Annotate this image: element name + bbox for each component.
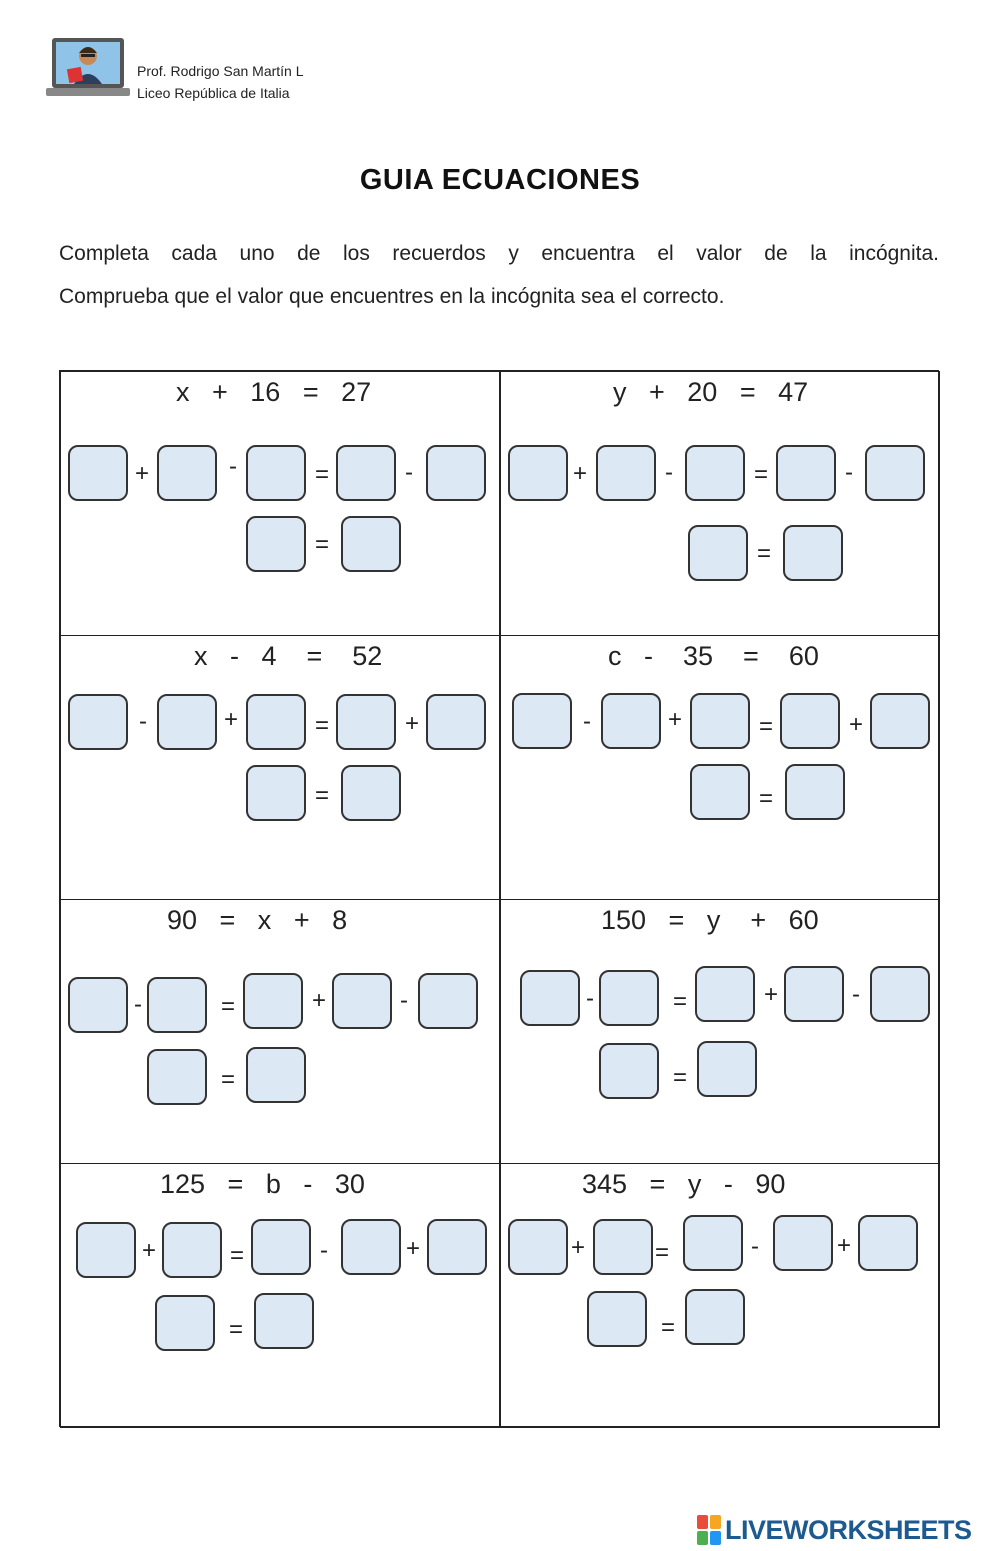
answer-box[interactable]	[246, 445, 306, 501]
exercise-grid	[59, 370, 939, 1427]
answer-box[interactable]	[426, 694, 486, 750]
plus-sign: +	[668, 706, 683, 733]
minus-sign: -	[139, 708, 147, 735]
plus-sign: +	[571, 1234, 586, 1261]
minus-sign: -	[751, 1233, 759, 1260]
exercise-cell-5	[60, 899, 500, 1164]
answer-box[interactable]	[341, 765, 401, 821]
answer-box[interactable]	[683, 1215, 743, 1271]
equals-sign: =	[655, 1239, 670, 1266]
instruction-line-2: Comprueba que el valor que encuentres en la incógnita sea el correcto.	[59, 285, 725, 308]
answer-box[interactable]	[341, 1219, 401, 1275]
logo-tile	[710, 1531, 721, 1545]
answer-box[interactable]	[870, 693, 930, 749]
teacher-avatar-logo	[46, 32, 130, 108]
answer-box[interactable]	[685, 445, 745, 501]
answer-box[interactable]	[246, 1047, 306, 1103]
equals-sign: =	[315, 782, 330, 809]
equation-8: 345 = y - 90	[582, 1169, 786, 1199]
answer-box[interactable]	[865, 445, 925, 501]
minus-sign: -	[320, 1237, 328, 1264]
answer-box[interactable]	[773, 1215, 833, 1271]
school-name: Liceo República de Italia	[137, 85, 290, 101]
answer-box[interactable]	[157, 445, 217, 501]
instructions	[59, 232, 939, 318]
answer-box[interactable]	[599, 970, 659, 1026]
minus-sign: -	[405, 459, 413, 486]
answer-box[interactable]	[246, 516, 306, 572]
answer-box[interactable]	[601, 693, 661, 749]
equals-sign: =	[757, 540, 772, 567]
logo-tile	[697, 1531, 708, 1545]
minus-sign: -	[665, 459, 673, 486]
answer-box[interactable]	[858, 1215, 918, 1271]
author-name: Prof. Rodrigo San Martín L	[137, 63, 304, 79]
plus-sign: +	[135, 460, 150, 487]
exercise-cell-6	[500, 899, 940, 1164]
equals-sign: =	[315, 531, 330, 558]
answer-box[interactable]	[336, 445, 396, 501]
answer-box[interactable]	[508, 445, 568, 501]
answer-box[interactable]	[520, 970, 580, 1026]
liveworksheets-brand	[697, 1512, 972, 1548]
equals-sign: =	[221, 993, 236, 1020]
exercise-cell-2	[500, 371, 940, 636]
plus-sign: +	[849, 711, 864, 738]
minus-sign: -	[400, 987, 408, 1014]
answer-box[interactable]	[147, 977, 207, 1033]
answer-box[interactable]	[332, 973, 392, 1029]
instruction-line-1: Completa cada uno de los recuerdos y encuentra el valor de la incógnita.	[59, 242, 939, 265]
minus-sign: -	[845, 459, 853, 486]
answer-box[interactable]	[784, 966, 844, 1022]
liveworksheets-logo-icon	[697, 1515, 721, 1545]
answer-box[interactable]	[783, 525, 843, 581]
exercise-cell-4	[500, 635, 940, 900]
exercise-cell-3	[60, 635, 500, 900]
answer-box[interactable]	[695, 966, 755, 1022]
minus-sign: -	[229, 453, 237, 480]
equation-3: x - 4 = 52	[194, 641, 383, 671]
equals-sign: =	[315, 461, 330, 488]
plus-sign: +	[764, 981, 779, 1008]
plus-sign: +	[837, 1232, 852, 1259]
exercise-cell-1	[60, 371, 500, 636]
answer-box[interactable]	[593, 1219, 653, 1275]
plus-sign: +	[406, 1235, 421, 1262]
equals-sign: =	[673, 1064, 688, 1091]
equals-sign: =	[673, 988, 688, 1015]
answer-box[interactable]	[690, 764, 750, 820]
answer-box[interactable]	[599, 1043, 659, 1099]
answer-box[interactable]	[697, 1041, 757, 1097]
plus-sign: +	[224, 706, 239, 733]
equals-sign: =	[230, 1242, 245, 1269]
equation-4: c - 35 = 60	[608, 641, 819, 671]
answer-box[interactable]	[785, 764, 845, 820]
equals-sign: =	[221, 1066, 236, 1093]
answer-box[interactable]	[870, 966, 930, 1022]
answer-box[interactable]	[512, 693, 572, 749]
equation-6: 150 = y + 60	[601, 905, 819, 935]
answer-box[interactable]	[690, 693, 750, 749]
equals-sign: =	[315, 712, 330, 739]
equals-sign: =	[661, 1314, 676, 1341]
equation-2: y + 20 = 47	[613, 377, 809, 407]
answer-box[interactable]	[162, 1222, 222, 1278]
page-title: GUIA ECUACIONES	[359, 164, 641, 196]
plus-sign: +	[142, 1237, 157, 1264]
answer-box[interactable]	[155, 1295, 215, 1351]
equals-sign: =	[754, 461, 769, 488]
equals-sign: =	[229, 1316, 244, 1343]
answer-box[interactable]	[587, 1291, 647, 1347]
answer-box[interactable]	[68, 977, 128, 1033]
answer-box[interactable]	[426, 445, 486, 501]
answer-box[interactable]	[776, 445, 836, 501]
answer-box[interactable]	[68, 445, 128, 501]
answer-box[interactable]	[76, 1222, 136, 1278]
answer-box[interactable]	[418, 973, 478, 1029]
exercise-cell-7	[60, 1163, 500, 1428]
answer-box[interactable]	[685, 1289, 745, 1345]
answer-box[interactable]	[157, 694, 217, 750]
answer-box[interactable]	[246, 765, 306, 821]
logo-tile	[697, 1515, 708, 1529]
answer-box[interactable]	[427, 1219, 487, 1275]
plus-sign: +	[573, 460, 588, 487]
equation-1: x + 16 = 27	[176, 377, 372, 407]
answer-box[interactable]	[780, 693, 840, 749]
answer-box[interactable]	[688, 525, 748, 581]
minus-sign: -	[134, 991, 142, 1018]
answer-box[interactable]	[243, 973, 303, 1029]
answer-box[interactable]	[336, 694, 396, 750]
brand-text: LIVEWORKSHEETS	[725, 1514, 972, 1545]
equation-5: 90 = x + 8	[167, 905, 348, 935]
exercise-cell-8	[500, 1163, 940, 1428]
equals-sign: =	[759, 785, 774, 812]
equation-7: 125 = b - 30	[160, 1169, 365, 1199]
answer-box[interactable]	[596, 445, 656, 501]
minus-sign: -	[583, 708, 591, 735]
logo-tile	[710, 1515, 721, 1529]
plus-sign: +	[312, 987, 327, 1014]
answer-box[interactable]	[341, 516, 401, 572]
answer-box[interactable]	[68, 694, 128, 750]
answer-box[interactable]	[508, 1219, 568, 1275]
header-author-block	[137, 60, 304, 104]
minus-sign: -	[586, 985, 594, 1012]
minus-sign: -	[852, 981, 860, 1008]
answer-box[interactable]	[254, 1293, 314, 1349]
answer-box[interactable]	[147, 1049, 207, 1105]
equals-sign: =	[759, 713, 774, 740]
plus-sign: +	[405, 710, 420, 737]
answer-box[interactable]	[251, 1219, 311, 1275]
answer-box[interactable]	[246, 694, 306, 750]
